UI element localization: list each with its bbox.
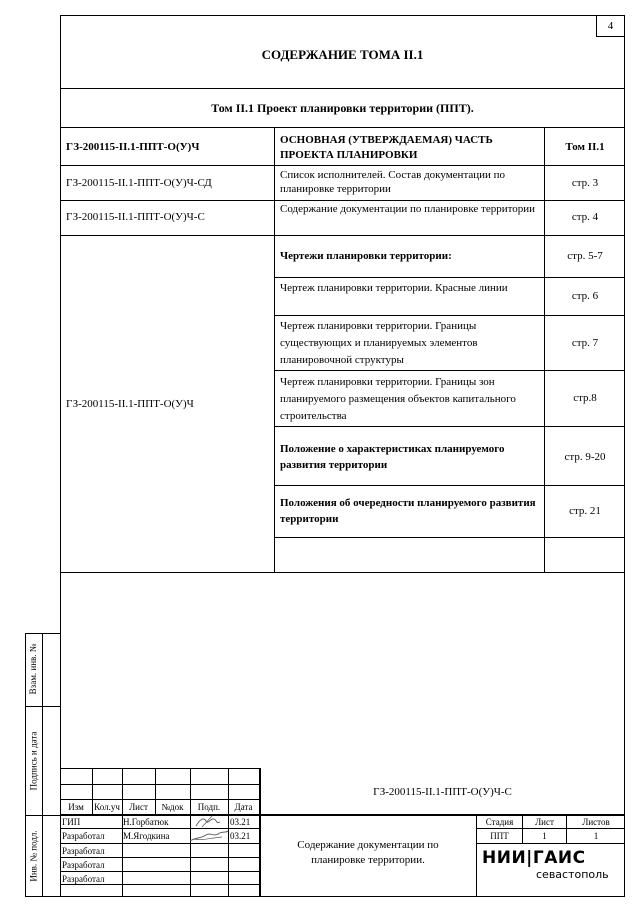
stamp-doc-code: ГЗ-200115-II.1-ППТ-О(У)Ч-С xyxy=(373,786,512,798)
group-item-3-description: Чертеж планировки территории. Границы существующих и планируемых элементов планировочной структуры xyxy=(280,320,478,366)
table-row-2-description: Содержание документации по планировке территории xyxy=(280,203,536,215)
group-item-1-page: стр. 5-7 xyxy=(567,250,603,262)
table-row-2-page: стр. 4 xyxy=(571,211,599,223)
page-subtitle: Том II.1 Проект планировки территории (ППТ). xyxy=(211,101,474,115)
header-page: Том II.1 xyxy=(565,141,605,153)
stamp-sheets-label: Листов xyxy=(582,817,610,827)
stamp-name-1: Н.Горбатюк xyxy=(123,817,169,827)
signature-1 xyxy=(192,815,226,829)
stamp-role-1: ГИП xyxy=(62,817,81,827)
table-row-1-description: Список исполнителей. Состав документации по планировке территории xyxy=(280,169,506,195)
stamp-sheets: 1 xyxy=(593,831,599,841)
stamp-col-data: Дата xyxy=(234,802,253,812)
stamp-col-podp: Подп. xyxy=(197,802,221,812)
group-item-5-description: Положение о характеристиках планируемого развития территории xyxy=(280,443,505,471)
group-item-2-description: Чертеж планировки территории. Красные линии xyxy=(280,282,508,294)
page-title: СОДЕРЖАНИЕ ТОМА II.1 xyxy=(261,47,424,62)
group-code: ГЗ-200115-II.1-ППТ-О(У)Ч xyxy=(66,398,194,410)
stamp-col-izm: Изм xyxy=(68,802,84,812)
company-logo xyxy=(480,848,622,892)
stamp-col-ndok: №док xyxy=(161,802,184,812)
stamp-date-2: 03.21 xyxy=(230,831,251,841)
page-number: 4 xyxy=(607,20,614,32)
header-description: ОСНОВНАЯ (УТВЕРЖДАЕМАЯ) ЧАСТЬ ПРОЕКТА ПЛАНИРОВКИ xyxy=(280,134,493,161)
group-item-5-page: стр. 9-20 xyxy=(564,451,606,463)
stamp-sheet-label: Лист xyxy=(535,817,554,827)
side-label-podpis: Подпись и дата xyxy=(28,731,39,791)
table-row-1-code: ГЗ-200115-II.1-ППТ-О(У)Ч-СД xyxy=(66,177,212,189)
stamp-role-2: Разработал xyxy=(62,831,105,841)
stamp-role-5: Разработал xyxy=(62,874,105,884)
group-item-4-description: Чертеж планировки территории. Границы зон планируемого размещения объектов капитального строительства xyxy=(280,376,516,422)
stamp-name-2: М.Ягодкина xyxy=(123,831,170,841)
stamp-role-3: Разработал xyxy=(62,846,105,856)
group-item-4-page: стр.8 xyxy=(573,392,597,404)
stamp-stage-label: Стадия xyxy=(485,817,514,827)
logo-main-text: НИИ|ГАИС xyxy=(482,848,586,868)
group-item-2-page: стр. 6 xyxy=(571,290,599,302)
table-row-2-code: ГЗ-200115-II.1-ППТ-О(У)Ч-С xyxy=(66,211,205,223)
stamp-stage: ППТ xyxy=(490,831,509,841)
stamp-role-4: Разработал xyxy=(62,860,105,870)
table-row-1-page: стр. 3 xyxy=(571,177,599,189)
stamp-sheet: 1 xyxy=(542,831,547,841)
group-item-6-description: Положения об очередности планируемого развития территории xyxy=(280,497,536,525)
stamp-doc-title: Содержание документации по планировке территории. xyxy=(297,839,439,866)
logo-sub-text: севастополь xyxy=(536,868,609,881)
group-item-1-description: Чертежи планировки территории: xyxy=(280,250,452,262)
stamp-date-1: 03.21 xyxy=(230,817,251,827)
side-label-vzam: Взам. инв. № xyxy=(28,643,38,695)
stamp-col-koluch: Кол.уч xyxy=(94,802,120,812)
header-code: ГЗ-200115-II.1-ППТ-О(У)Ч xyxy=(66,141,200,153)
group-item-3-page: стр. 7 xyxy=(571,337,599,349)
side-label-inv: Инв. № подл. xyxy=(28,830,39,882)
group-item-6-page: стр. 21 xyxy=(569,505,601,517)
stamp-col-list: Лист xyxy=(129,802,148,812)
signature-2 xyxy=(188,829,230,843)
